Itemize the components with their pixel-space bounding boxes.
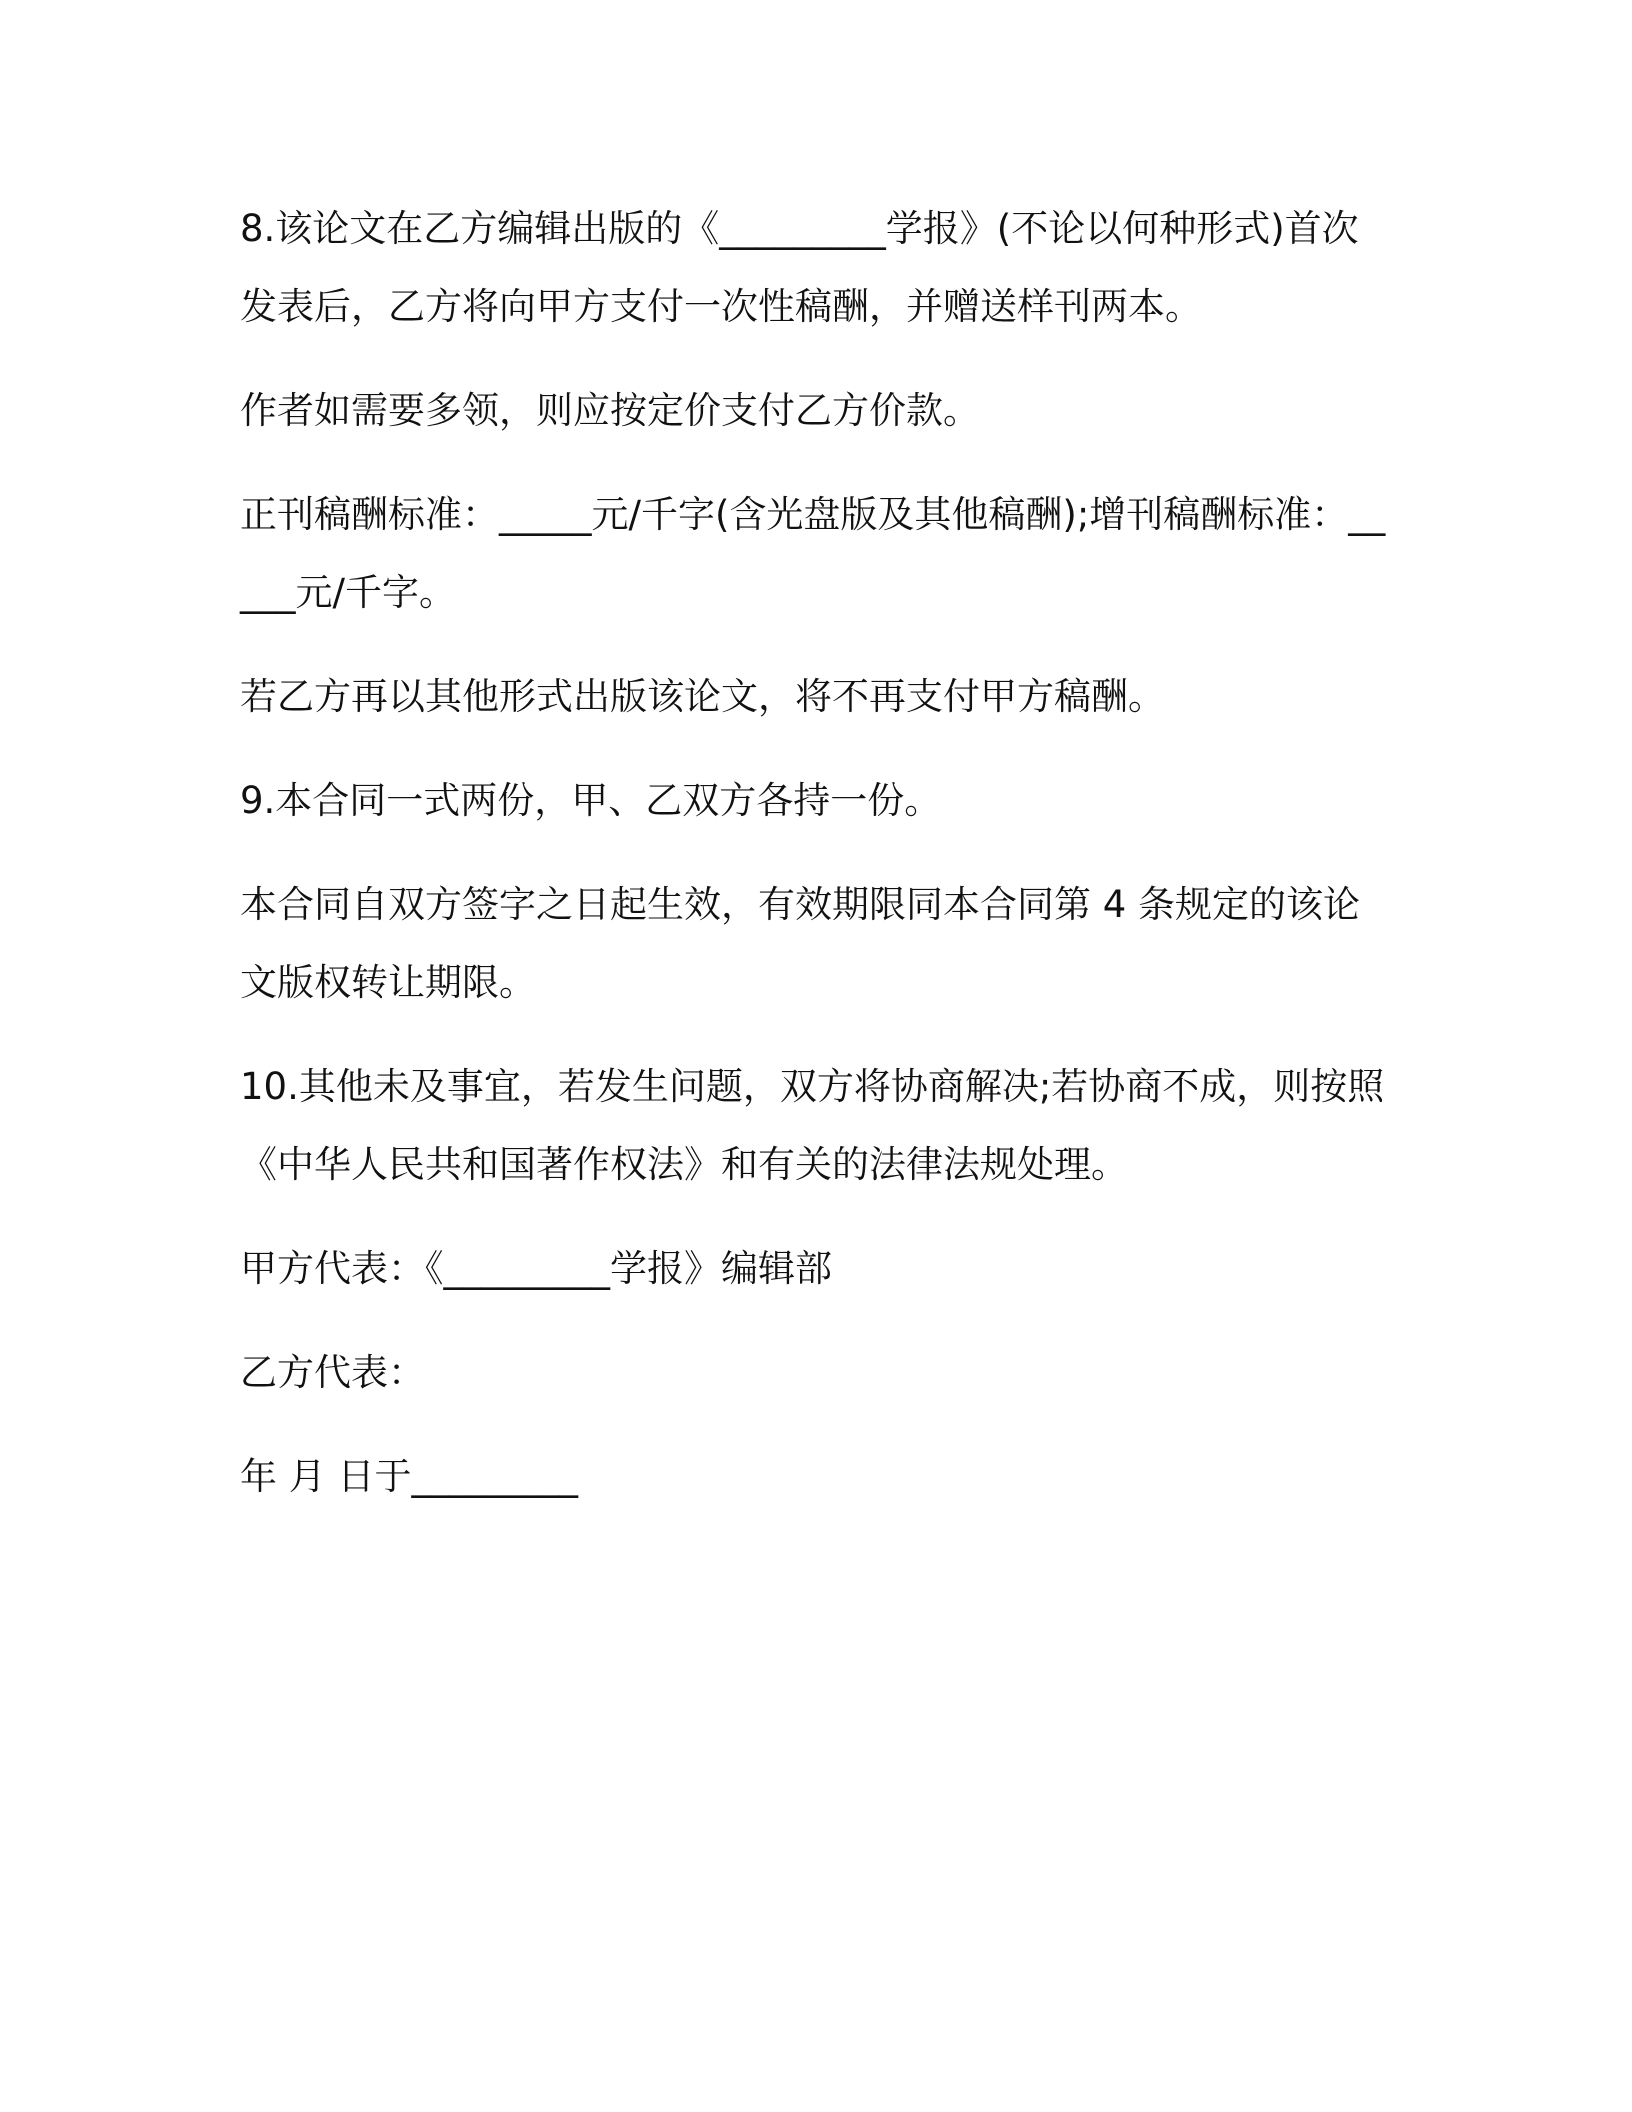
party-b-representative: 乙方代表： [240,1351,425,1394]
party-a-representative: 甲方代表：《_________学报》编辑部 [240,1247,832,1290]
clause-9-copies: 9.本合同一式两份，甲、乙双方各持一份。 [240,779,942,822]
royalty-standard: 正刊稿酬标准：_____元/千字(含光盘版及其他稿酬);增刊稿酬标准：_____元/千字。 [240,493,1386,614]
document-body [240,190,1390,1542]
effective-date-clause: 本合同自双方签字之日起生效，有效期限同本合同第 4 条规定的该论文版权转让期限。 [240,883,1361,1004]
clause-8-payment: 8.该论文在乙方编辑出版的《_________学报》(不论以何种形式)首次发表后，乙方将向甲方支付一次性稿酬，并赠送样刊两本。 [240,207,1359,328]
signing-date-line: 年 月 日于_________ [240,1455,579,1498]
other-forms-note: 若乙方再以其他形式出版该论文，将不再支付甲方稿酬。 [240,675,1165,718]
extra-copies-note: 作者如需要多领，则应按定价支付乙方价款。 [240,389,980,432]
clause-10-disputes: 10.其他未及事宜，若发生问题，双方将协商解决;若协商不成，则按照《中华人民共和国著作权法》和有关的法律法规处理。 [240,1065,1385,1186]
